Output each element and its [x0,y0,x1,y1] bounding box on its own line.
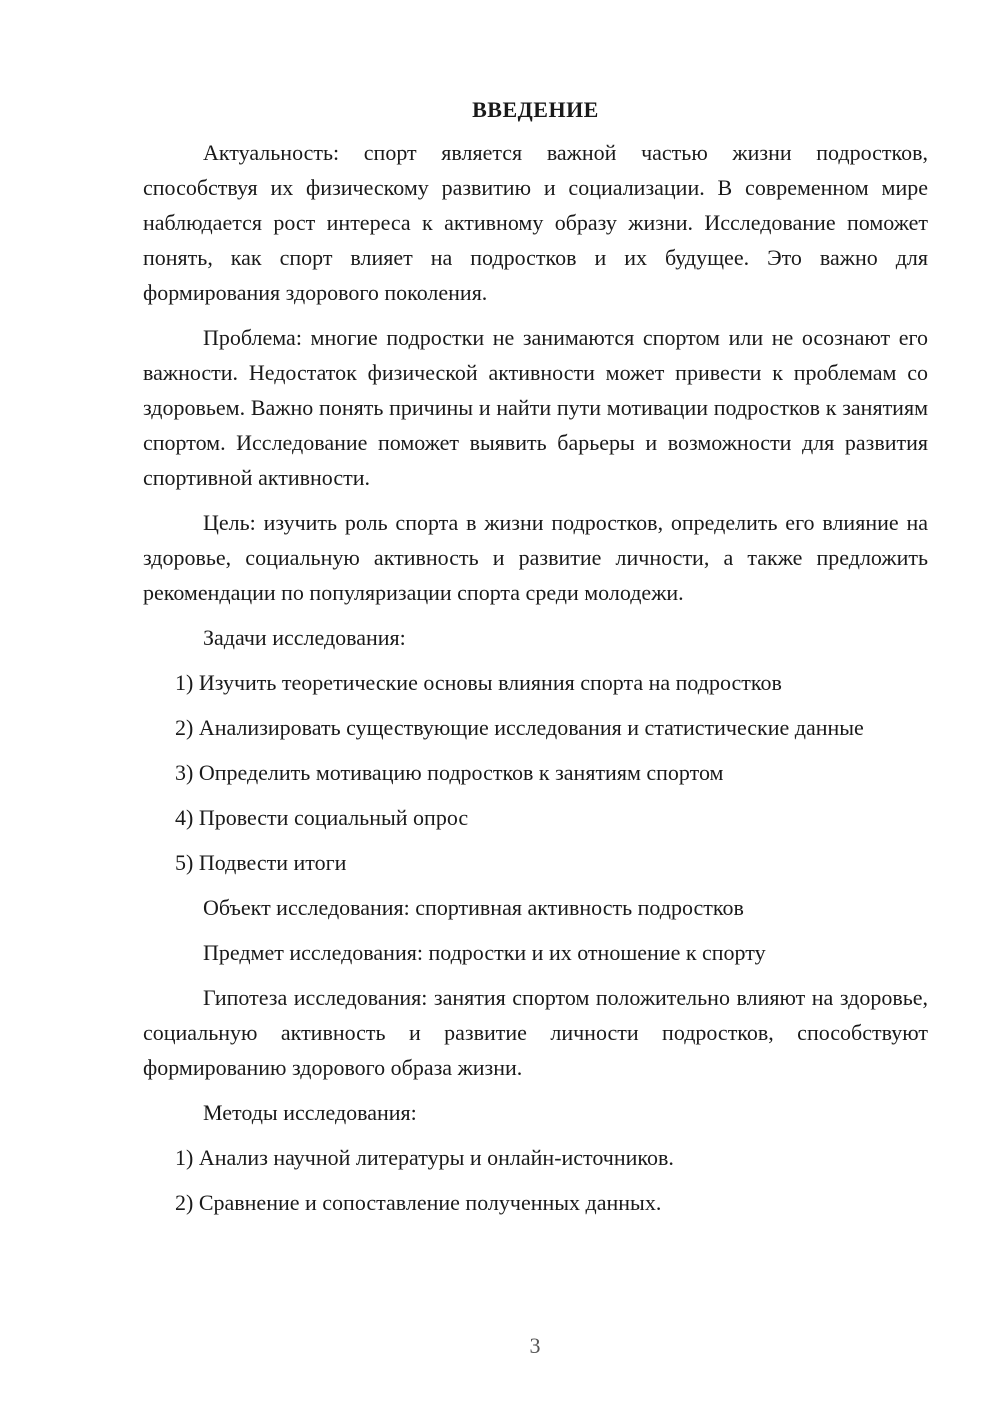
task-item: 5) Подвести итоги [175,850,347,875]
tasks-heading: Задачи исследования: [203,625,406,650]
task-item: 1) Изучить теоретические основы влияния спорта на подростков [175,670,782,695]
research-object: Объект исследования: спортивная активность подростков [203,895,744,920]
paragraph-problem: Проблема: многие подростки не занимаются спортом или не осознают его важности. Недостаток физической активности может привести к проблемам со здоровьем. Важно понять причины и найти пути мотивации подростков к занятиям спортом. Исследование поможет выявить барьеры и возможности для развития спортивной активности. [143,325,928,490]
document-page [143,92,928,1230]
task-item: 2) Анализировать существующие исследования и статистические данные [175,715,864,740]
method-item: 1) Анализ научной литературы и онлайн-источников. [175,1145,674,1170]
section-title: ВВЕДЕНИЕ [472,97,599,122]
task-item: 3) Определить мотивацию подростков к занятиям спортом [175,760,724,785]
paragraph-relevance: Актуальность: спорт является важной частью жизни подростков, способствуя их физическому развитию и социализации. В современном мире наблюдается рост интереса к активному образу жизни. Исследование поможет понять, как спорт влияет на подростков и их будущее. Это важно для формирования здорового поколения. [143,140,928,305]
method-item: 2) Сравнение и сопоставление полученных данных. [175,1190,662,1215]
task-item: 4) Провести социальный опрос [175,805,469,830]
methods-heading: Методы исследования: [203,1100,417,1125]
research-hypothesis: Гипотеза исследования: занятия спортом положительно влияют на здоровье, социальную активность и развитие личности подростков, способствуют формированию здорового образа жизни. [143,985,928,1080]
page-number: 3 [529,1333,541,1358]
paragraph-goal: Цель: изучить роль спорта в жизни подростков, определить его влияние на здоровье, социальную активность и развитие личности, а также предложить рекомендации по популяризации спорта среди молодежи. [143,510,928,605]
research-subject: Предмет исследования: подростки и их отношение к спорту [203,940,766,965]
